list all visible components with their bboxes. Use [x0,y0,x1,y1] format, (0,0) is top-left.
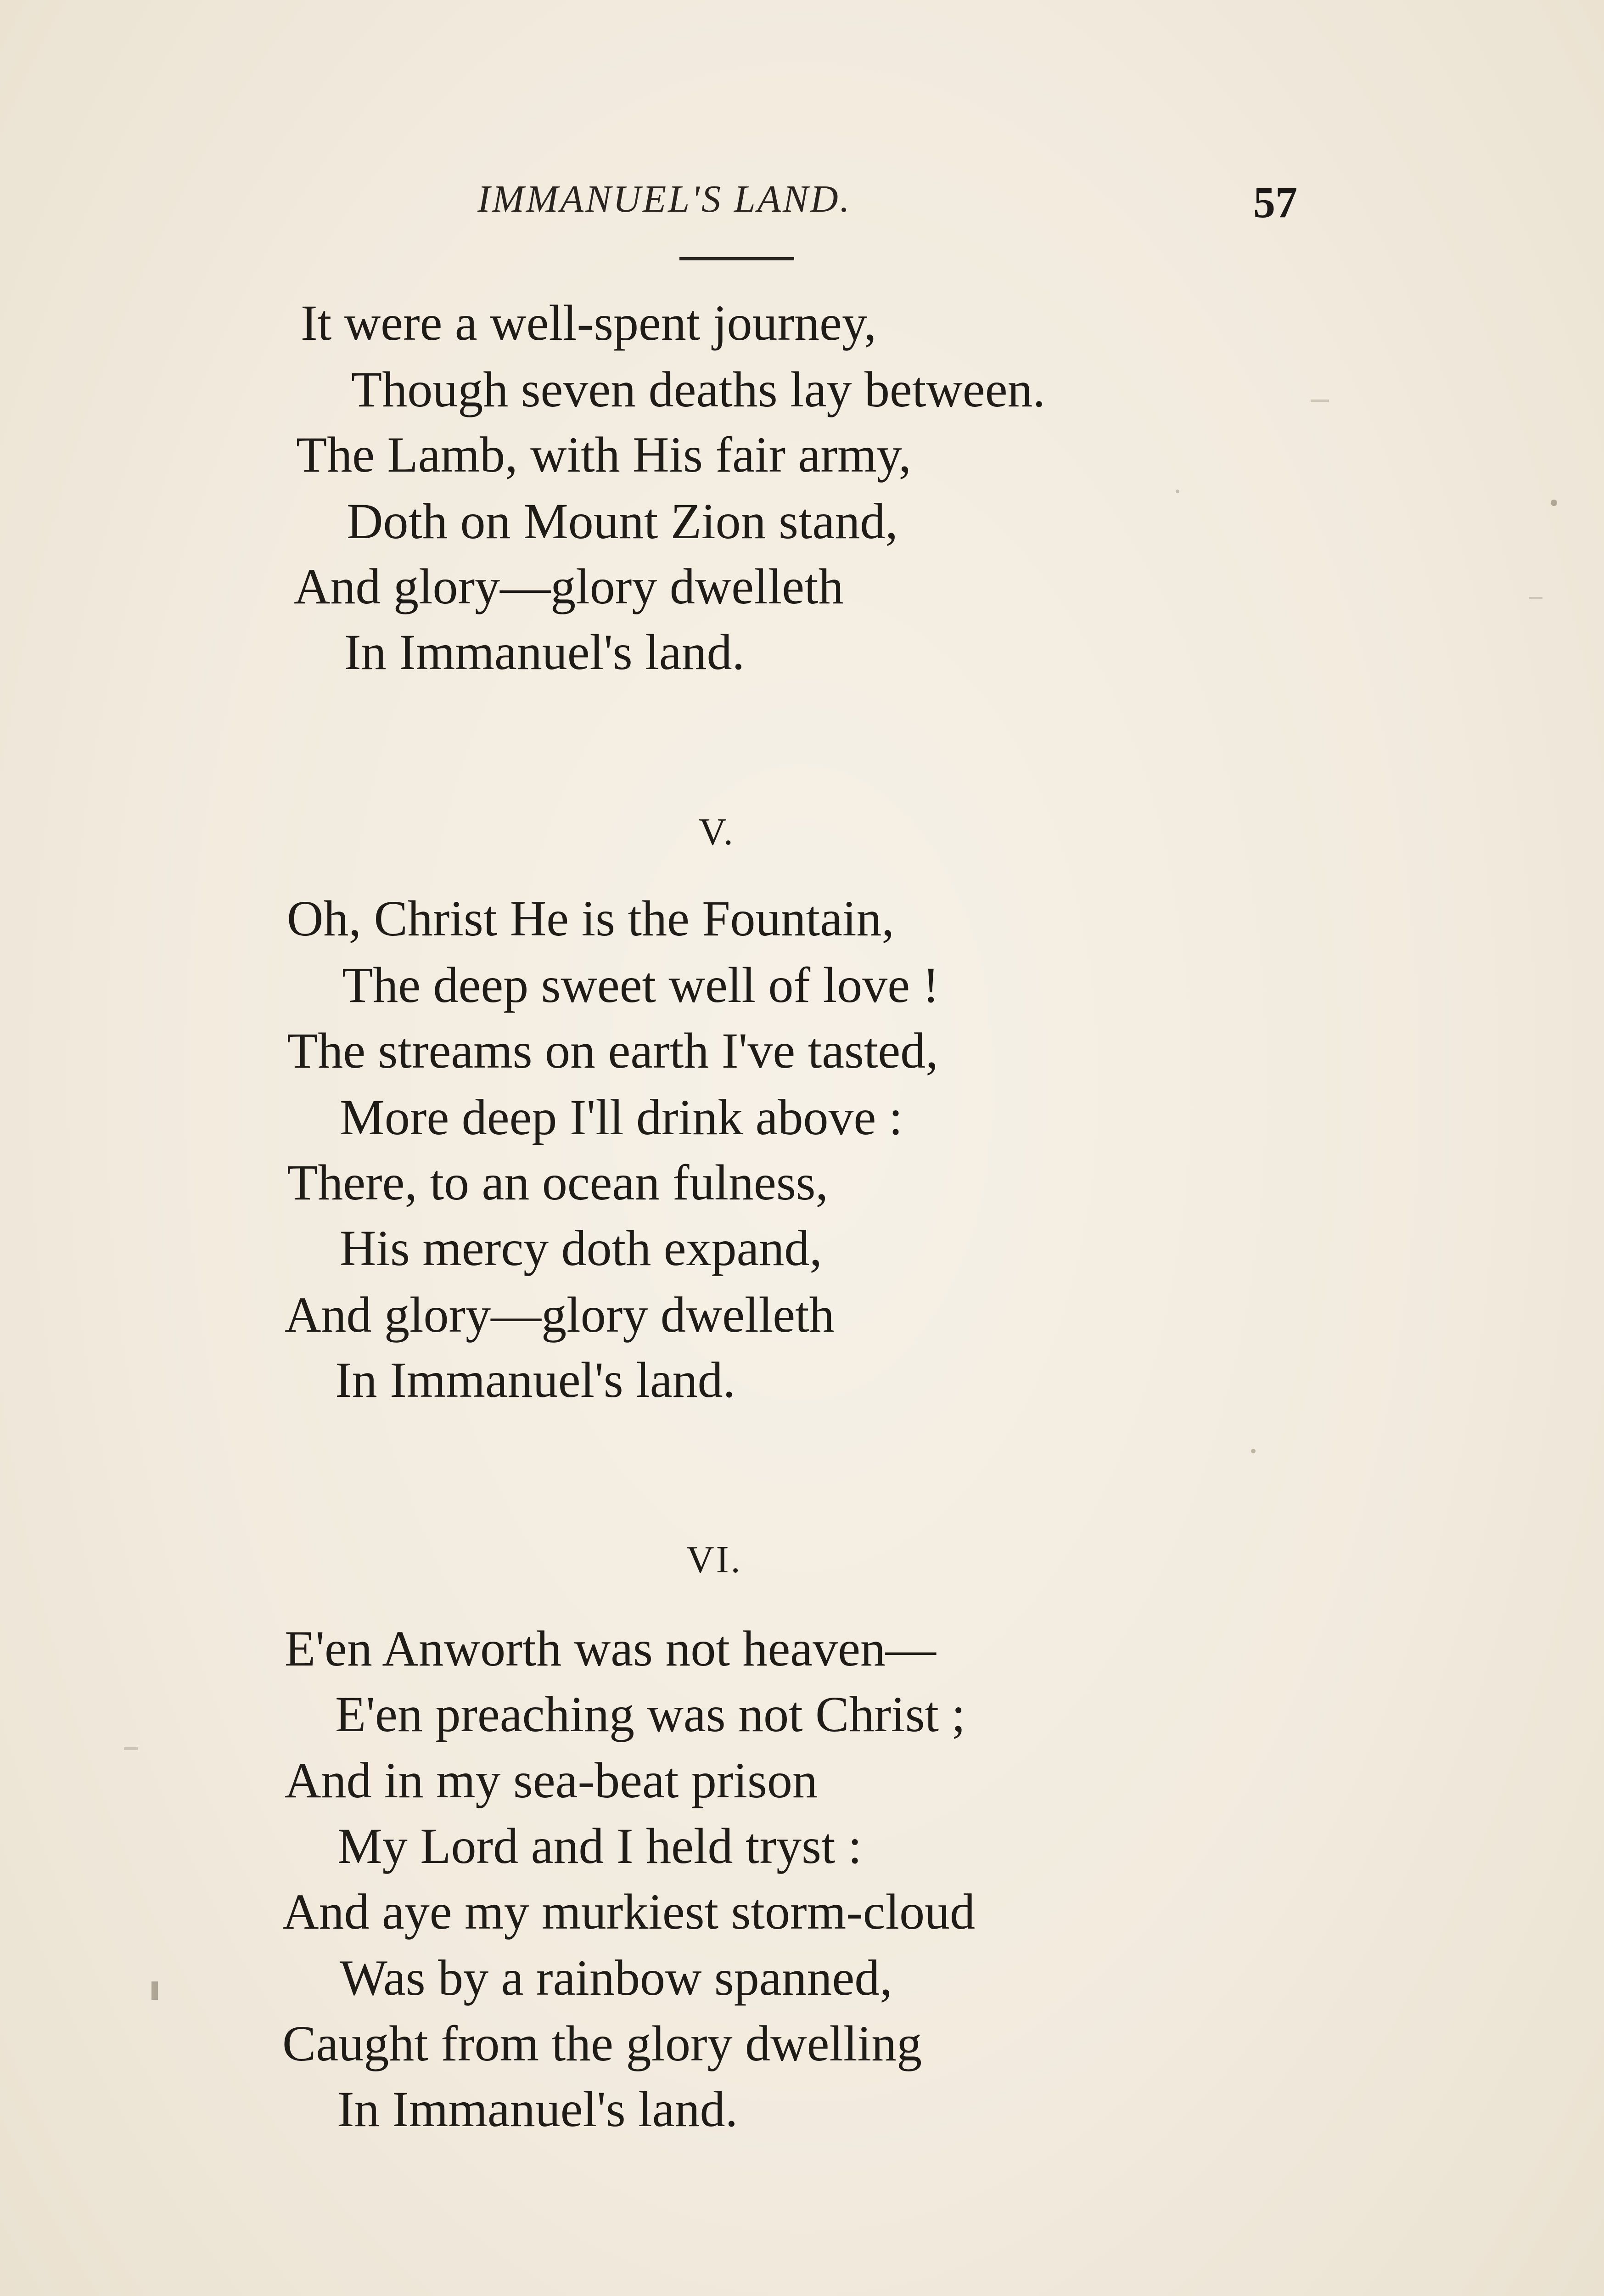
verse-line: The streams on earth I've tasted, [287,1023,938,1079]
verse-line: E'en preaching was not Christ ; [335,1686,966,1742]
verse-line: His mercy doth expand, [340,1220,822,1276]
verse-line: And glory—glory dwelleth [285,1287,835,1343]
verse-line: The deep sweet well of love ! [342,957,940,1013]
verse-line: E'en Anworth was not heaven— [285,1621,936,1677]
verse-line: More deep I'll drink above : [340,1089,903,1145]
verse-line: My Lord and I held tryst : [337,1818,862,1874]
verse-line: In Immanuel's land. [344,624,745,680]
verse-line: Caught from the glory dwelling [282,2015,922,2071]
stanza-numeral: V. [699,810,735,853]
verse-line: There, to an ocean fulness, [287,1154,828,1210]
verse-line: And aye my murkiest storm-cloud [282,1884,976,1940]
verse-line: In Immanuel's land. [335,1352,736,1408]
verse-line: Was by a rainbow spanned, [340,1950,892,2006]
verse-line: Though seven deaths lay between. [351,361,1046,417]
stanza-numeral: VI. [686,1538,742,1581]
running-head: IMMANUEL'S LAND. [477,178,852,220]
verse-line: Oh, Christ He is the Fountain, [287,890,895,946]
verse-line: And glory—glory dwelleth [294,558,844,614]
verse-line: Doth on Mount Zion stand, [347,493,898,549]
page-number: 57 [1253,178,1297,227]
verse-line: It were a well-spent journey, [301,295,877,351]
verse-line: The Lamb, with His fair army, [296,427,911,483]
verse-line: In Immanuel's land. [337,2081,738,2137]
verse-line: And in my sea-beat prison [285,1752,818,1808]
